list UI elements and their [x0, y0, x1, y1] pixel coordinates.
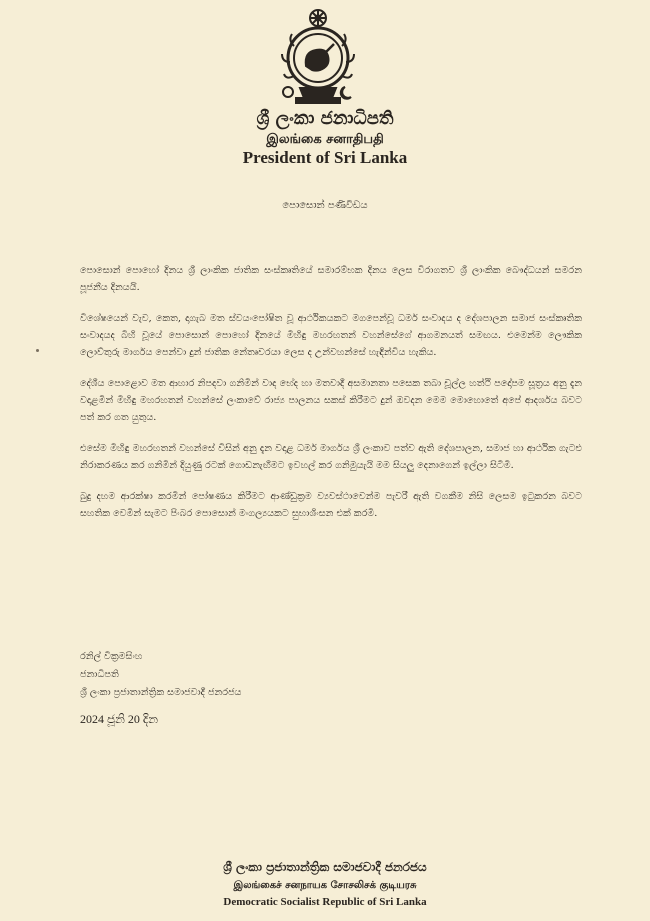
footer-english: Democratic Socialist Republic of Sri Lanka [223, 896, 427, 908]
paragraph: පොසොන් පොහෝ දිනය ශ්‍රී ලාංකික ජාතික සංස්කෘතියේ සමාරම්භක දිනය ලෙස විරාගතව ශ්‍රී ලාංකික බෞද්ධයන් සමරන පූජනීය දිනයයි. [80, 265, 582, 293]
signatory-country: ශ්‍රී ලංකා ප්‍රජාතාන්ත්‍රික සමාජවාදී ජනරජය [80, 687, 242, 698]
letter-body [80, 262, 582, 536]
letter-subject: පොසොන් පණිවිඩය [282, 200, 368, 211]
signatory-name: රනිල් වික්‍රමසිංහ [80, 651, 143, 662]
letter-date: 2024 ජූනි 20 දින [80, 712, 158, 726]
header-title-sinhala: ශ්‍රී ලංකා ජනාධිපති [256, 108, 394, 129]
header-title-english: President of Sri Lanka [242, 148, 408, 167]
paragraph: එසේම මිහිඳු මහරහතන් වහන්සේ විසින් අනු දැන වදාළ ධර්ම මාර්ගය ශ්‍රී ලංකාව පත්ව ඇති දේශපාලන, සමාජ හා ආර්ථික ගැටළු නිරාකරණය කර ගනිමින් දියුණු රටක් ගොඩනැඟීමට ඉවහල් කර ගනිමුයැයි මම සියලු දෙනාගෙන් ඉල්ලා සිටිමි. [80, 443, 582, 471]
paragraph: දේශීය පොළොව මත ආහාර නිපදවා ගනිමින් වාද භේද හා මතවාදී අසමානතා පසෙක තබා චූල්ල හත්ථි පදෝපම සූත්‍රය අනු දැන වදාළමින් මිහිඳු මහරහතන් වහන්සේ ලංකාවේ රාජ්‍ය පාලනය සකස් කිරීමට දුන් ඔවදන මෙම මොහොතේ අපේ ආදර්ශය බවට පත් කර ගත යුතුය. [80, 378, 582, 423]
paragraph: බුදු දහම ආරක්ෂා කරමින් පෝෂණය කිරීමට ආණ්ඩුක්‍රම ව්‍යවස්ථාවෙන්ම පැවරී ඇති වගකීම නිසි ලෙසම ඉටුකරන බවට සහතික වෙමින් සැමට පිංබර පොසොන් මංගල්‍යයකට සුභාශිංසන එක් කරමි. [80, 491, 582, 519]
margin-mark [36, 349, 39, 352]
national-emblem-icon [272, 6, 364, 106]
signatory-title: ජනාධිපති [80, 669, 119, 680]
footer-tamil: இலங்கைச் சனநாயக சோசலிசக் குடியரசு [233, 880, 417, 891]
footer-sinhala: ශ්‍රී ලංකා ප්‍රජාතාන්ත්‍රික සමාජවාදී ජනරජය [223, 860, 427, 874]
header-title-tamil: இலங்கை சனாதிபதி [266, 132, 384, 147]
paragraph: විශේෂයෙන් වැව, කෙත, දාගැබ මත ස්වයංපෝෂිත වූ ආර්ථිකයකට මගපෙන්වූ ධර්ම සංවාදය ද දේශපාලන සමාජ සංස්කෘතික සංවාදයද බිහි වූයේ පොසොන් පොහෝ දිනයේ මිහිඳු මහරහතන් වහන්සේගේ ආගමනයත් සමඟය. එමෙන්ම ලෞකික ලොව්තුරු මාර්ගය පෙන්වා දුන් ජාතික නේතෘවරයා ලෙස ද උන්වහන්සේ හැඳින්විය හැකිය. [80, 313, 582, 358]
signature-block [80, 648, 241, 702]
